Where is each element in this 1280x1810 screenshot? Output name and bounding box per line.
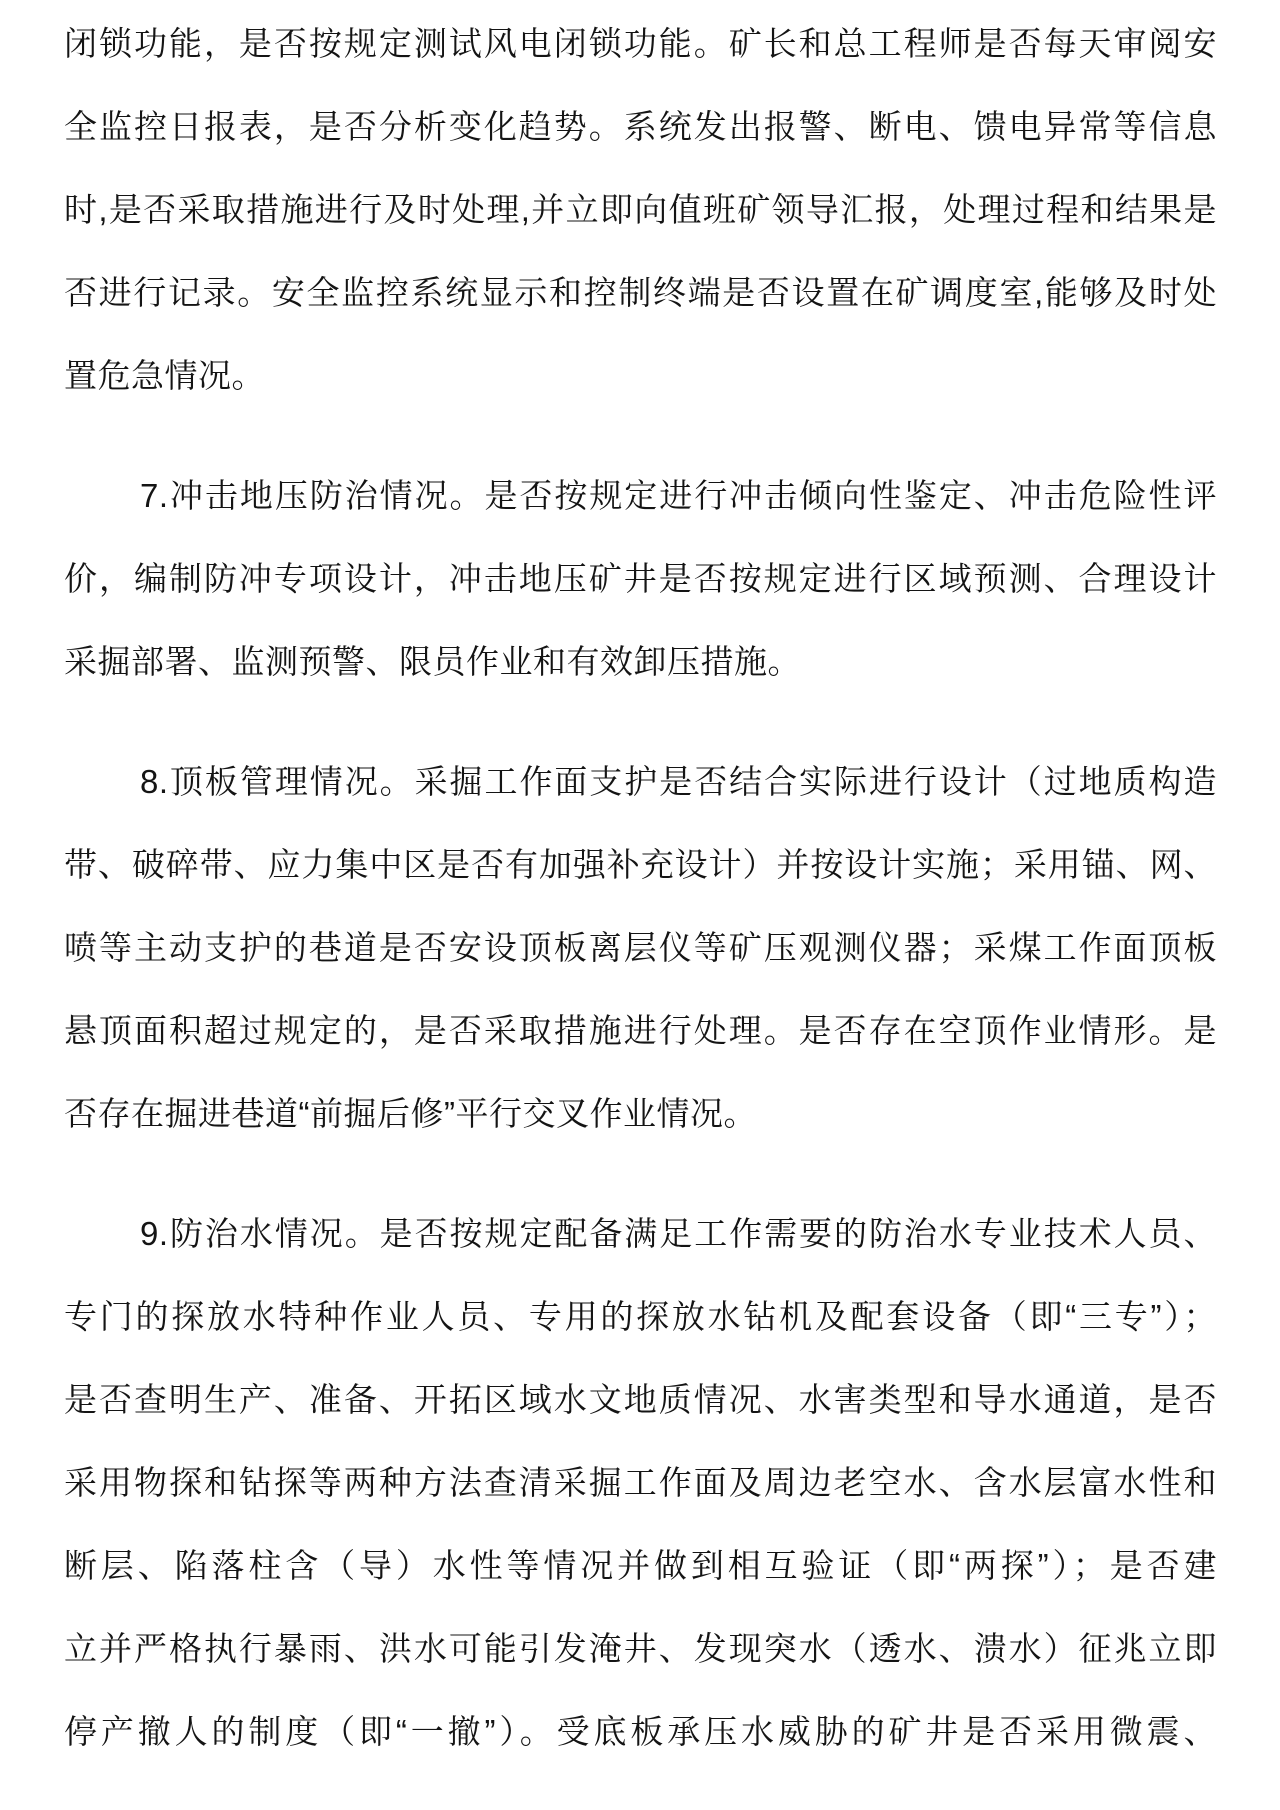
text-line: 断层、陷落柱含（导）水性等情况并做到相互验证（即“两探”）；是否建 xyxy=(64,1547,1217,1584)
text-line: 否存在掘进巷道“前掘后修”平行交叉作业情况。 xyxy=(64,1095,757,1132)
text-line: 是否查明生产、准备、开拓区域水文地质情况、水害类型和导水通道，是否 xyxy=(64,1381,1217,1418)
text-line: 时,是否采取措施进行及时处理,并立即向值班矿领导汇报，处理过程和结果是 xyxy=(64,191,1217,228)
text-line: 9.防治水情况。是否按规定配备满足工作需要的防治水专业技术人员、 xyxy=(140,1215,1217,1252)
text-line: 喷等主动支护的巷道是否安设顶板离层仪等矿压观测仪器；采煤工作面顶板 xyxy=(64,929,1217,966)
text-line: 闭锁功能，是否按规定测试风电闭锁功能。矿长和总工程师是否每天审阅安 xyxy=(64,25,1217,62)
text-line: 悬顶面积超过规定的，是否采取措施进行处理。是否存在空顶作业情形。是 xyxy=(64,1012,1217,1049)
text-line: 立并严格执行暴雨、洪水可能引发淹井、发现突水（透水、溃水）征兆立即 xyxy=(64,1630,1217,1667)
text-line: 置危急情况。 xyxy=(64,357,265,394)
text-line: 采掘部署、监测预警、限员作业和有效卸压措施。 xyxy=(64,643,801,680)
text-line: 8.顶板管理情况。采掘工作面支护是否结合实际进行设计（过地质构造 xyxy=(140,763,1217,800)
text-line: 7.冲击地压防治情况。是否按规定进行冲击倾向性鉴定、冲击危险性评 xyxy=(140,477,1217,514)
document-body-text xyxy=(64,2,1217,1773)
text-line: 停产撤人的制度（即“一撤”）。受底板承压水威胁的矿井是否采用微震、 xyxy=(64,1713,1217,1750)
text-line: 专门的探放水特种作业人员、专用的探放水钻机及配套设备（即“三专”）； xyxy=(64,1298,1217,1335)
text-line: 带、破碎带、应力集中区是否有加强补充设计）并按设计实施；采用锚、网、 xyxy=(64,846,1217,883)
text-line: 价，编制防冲专项设计，冲击地压矿井是否按规定进行区域预测、合理设计 xyxy=(64,560,1217,597)
text-line: 采用物探和钻探等两种方法查清采掘工作面及周边老空水、含水层富水性和 xyxy=(64,1464,1217,1501)
text-line: 否进行记录。安全监控系统显示和控制终端是否设置在矿调度室,能够及时处 xyxy=(64,274,1217,311)
text-line: 全监控日报表，是否分析变化趋势。系统发出报警、断电、馈电异常等信息 xyxy=(64,108,1217,145)
